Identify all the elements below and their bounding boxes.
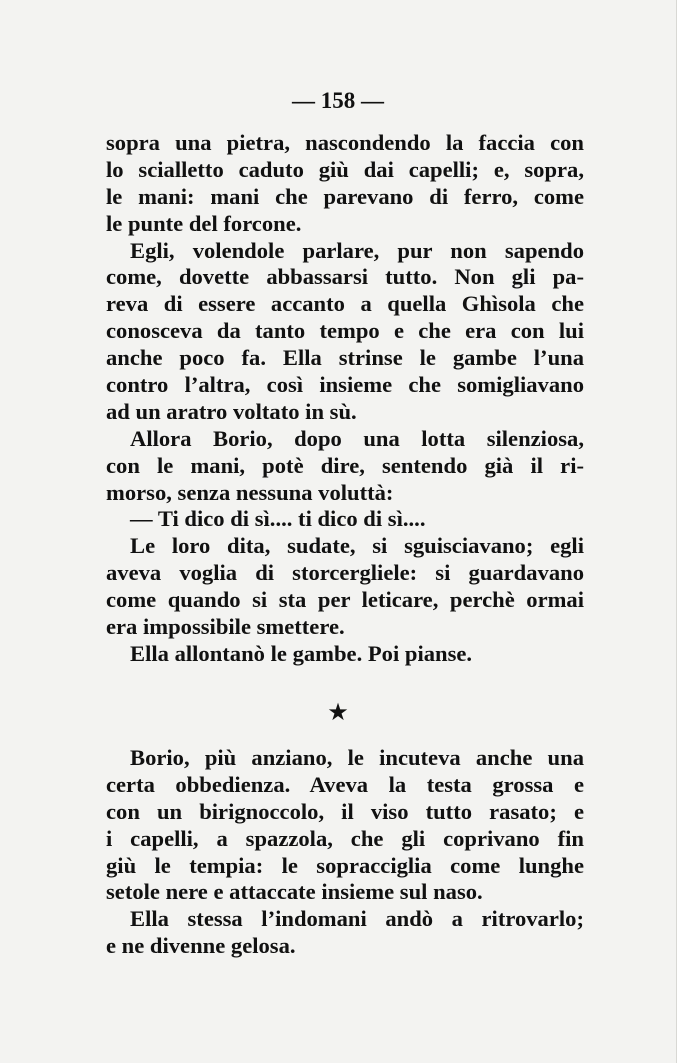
section-2-text xyxy=(106,745,584,960)
text-line: giù le tempia: le sopracciglia come lunghe xyxy=(106,852,584,878)
text-line: lo scialletto caduto giù dai capelli; e, sopra, xyxy=(106,156,584,182)
text-line: setole nere e attaccate insieme sul naso. xyxy=(106,879,483,905)
text-line: reva di essere accanto a quella Ghìsola che xyxy=(106,291,584,317)
text-line: con un birignoccolo, il viso tutto rasato; e xyxy=(106,798,584,824)
page-edge xyxy=(676,0,688,1063)
text-line: contro l’altra, così insieme che somigliavano xyxy=(106,372,584,398)
text-line: e ne divenne gelosa. xyxy=(106,933,296,959)
text-line: morso, senza nessuna voluttà: xyxy=(106,479,394,505)
text-line: i capelli, a spazzola, che gli coprivano fin xyxy=(106,825,584,851)
text-line: come, dovette abbassarsi tutto. Non gli pa- xyxy=(106,264,584,290)
text-line: conosceva da tanto tempo e che era con lui xyxy=(106,318,584,344)
text-line: Ella stessa l’indomani andò a ritrovarlo; xyxy=(130,906,584,932)
text-line: certa obbedienza. Aveva la testa grossa e xyxy=(106,771,584,797)
text-line: Egli, volendole parlare, pur non sapendo xyxy=(130,237,584,263)
section-1-text xyxy=(106,130,584,668)
text-line: le punte del forcone. xyxy=(106,210,302,236)
text-line: aveva voglia di storcergliele: si guardavano xyxy=(106,560,584,586)
text-line: con le mani, potè dire, sentendo già il ri- xyxy=(106,452,584,478)
text-line: ad un aratro voltato in sù. xyxy=(106,398,357,424)
text-line: sopra una pietra, nascondendo la faccia con xyxy=(106,130,584,155)
text-line: era impossibile smettere. xyxy=(106,614,345,640)
section-separator-star-icon: ★ xyxy=(327,698,349,726)
text-line: come quando si sta per leticare, perchè ormai xyxy=(106,587,584,613)
text-line: Allora Borio, dopo una lotta silenziosa, xyxy=(130,425,584,451)
text-line: Borio, più anziano, le incuteva anche una xyxy=(130,745,584,770)
page-number-header: — 158 — xyxy=(292,88,384,113)
text-line: Le loro dita, sudate, si sguisciavano; egli xyxy=(130,533,584,559)
text-line: le mani: mani che parevano di ferro, come xyxy=(106,183,584,209)
text-line: Ella allontanò le gambe. Poi pianse. xyxy=(130,640,473,666)
text-line: anche poco fa. Ella strinse le gambe l’una xyxy=(106,345,584,371)
text-line: — Ti dico di sì.... ti dico di sì.... xyxy=(130,506,426,532)
